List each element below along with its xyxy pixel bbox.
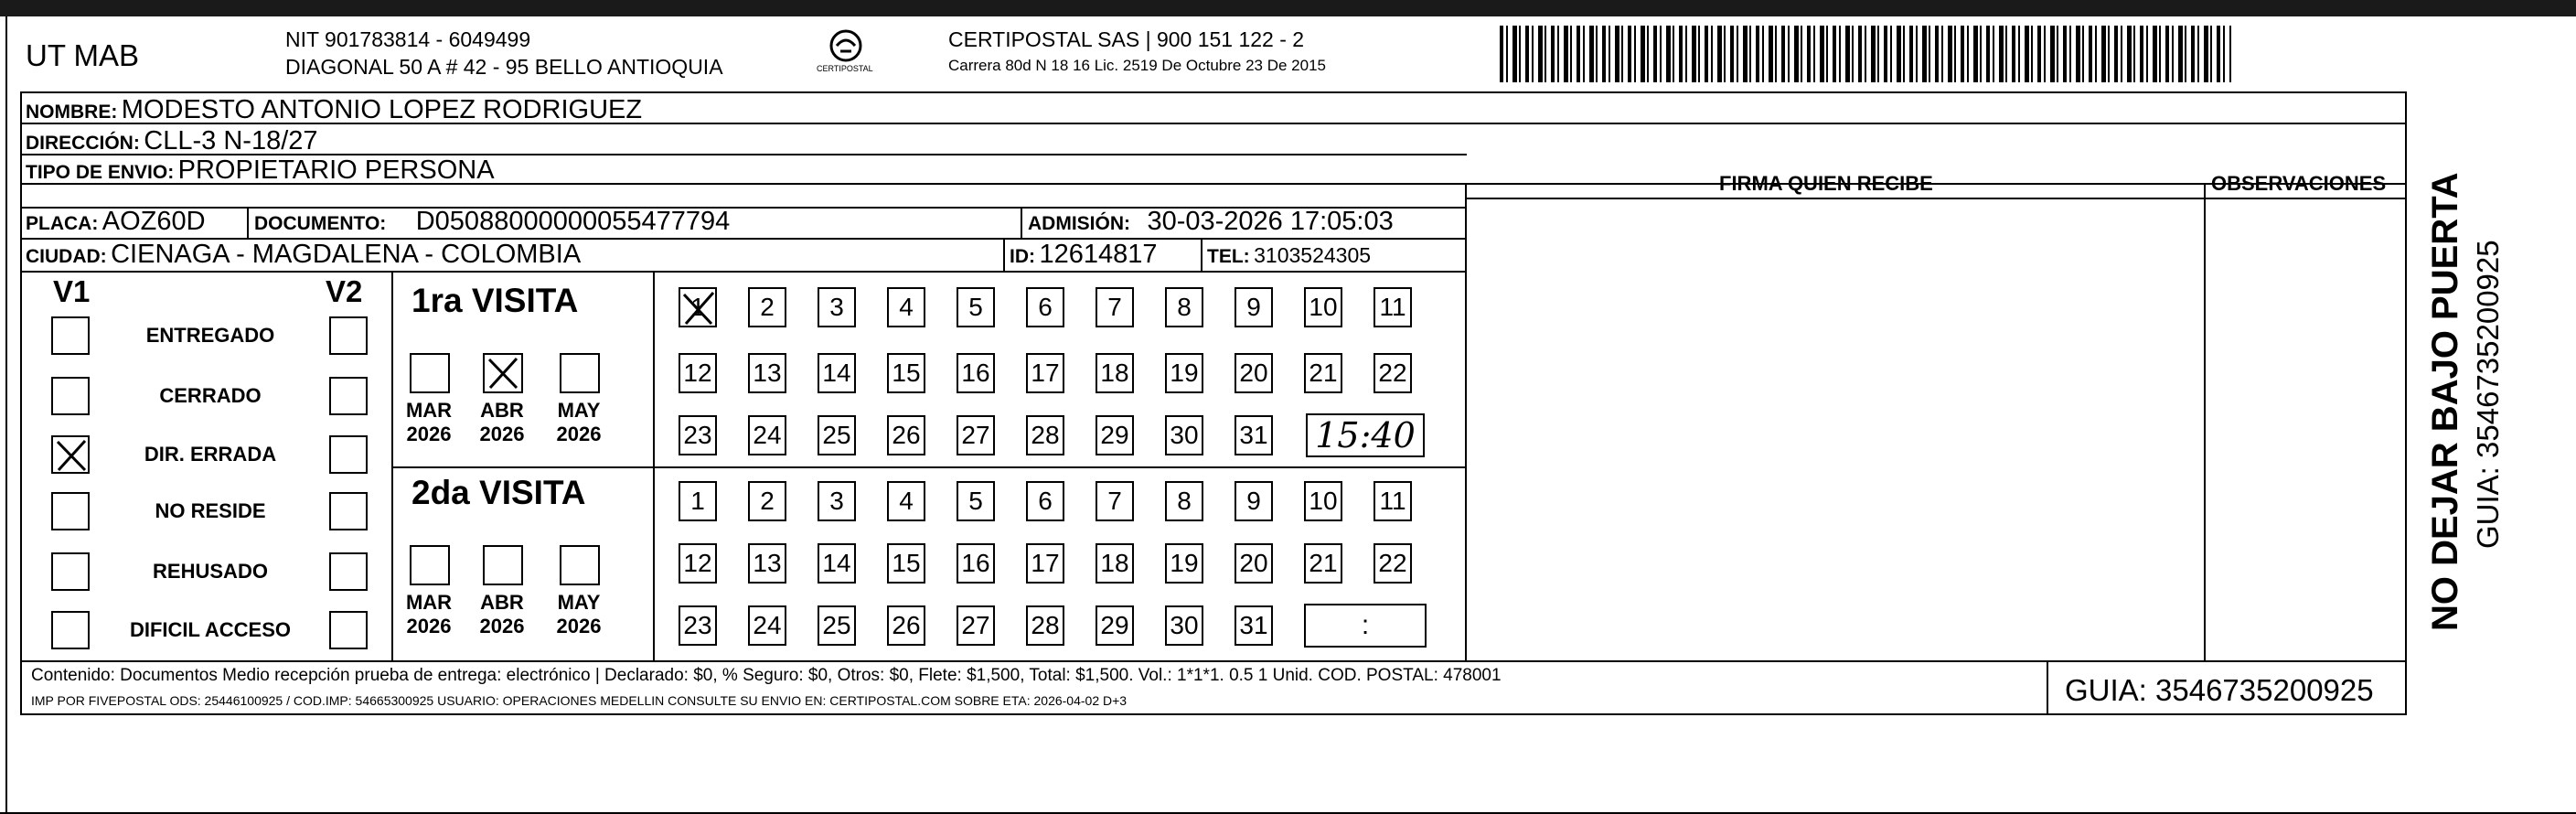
company-name: UT MAB xyxy=(26,38,140,72)
visit2-day-box[interactable]: 7 xyxy=(1096,481,1134,521)
visit1-month-checkbox[interactable] xyxy=(410,353,450,393)
visit1-day-box[interactable]: 25 xyxy=(818,415,856,455)
visit2-day-box[interactable]: 12 xyxy=(679,543,717,584)
no-dejar-bajo-puerta: NO DEJAR BAJO PUERTA xyxy=(2425,172,2465,631)
visit1-day-box[interactable]: 14 xyxy=(818,353,856,393)
footer-imp: IMP POR FIVEPOSTAL ODS: 25446100925 / COD.IMP: 54665300925 USUARIO: OPERACIONES MEDELLIN CONSULTE SU ENVIO EN: CERTIPOSTAL.COM SOBRE ETA: 2026-04-02 D+3 xyxy=(31,693,1128,708)
v2-checkbox[interactable] xyxy=(329,552,368,591)
v2-checkbox[interactable] xyxy=(329,611,368,649)
visit2-day-box[interactable]: 22 xyxy=(1374,543,1412,584)
certipostal-info: CERTIPOSTAL SAS | 900 151 122 - 2 xyxy=(948,27,1305,51)
visit2-month-label xyxy=(547,591,611,638)
observaciones-label: OBSERVACIONES xyxy=(2211,172,2387,195)
visit2-day-box[interactable]: 18 xyxy=(1096,543,1134,584)
nombre-value: MODESTO ANTONIO LOPEZ RODRIGUEZ xyxy=(121,95,643,124)
company-address: DIAGONAL 50 A # 42 - 95 BELLO ANTIOQUIA xyxy=(285,55,723,79)
visit2-day-box[interactable]: 20 xyxy=(1235,543,1273,584)
visit1-day-box[interactable]: 26 xyxy=(887,415,925,455)
visit2-day-box[interactable]: 31 xyxy=(1235,605,1273,646)
visit1-day-box[interactable]: 18 xyxy=(1096,353,1134,393)
visit1-title: 1ra VISITA xyxy=(412,282,579,319)
admision-value: 30-03-2026 17:05:03 xyxy=(1147,207,1394,236)
visit1-day-box[interactable]: 5 xyxy=(957,287,995,327)
visit2-day-box[interactable]: 5 xyxy=(957,481,995,521)
firma-label: FIRMA QUIEN RECIBE xyxy=(1719,172,1933,195)
status-label: REHUSADO xyxy=(153,560,268,583)
visit2-month-checkbox[interactable] xyxy=(410,545,450,585)
visit1-day-box[interactable]: 6 xyxy=(1026,287,1064,327)
day-number: 1 xyxy=(690,293,705,321)
id-label: ID: xyxy=(1010,246,1035,267)
id-value: 12614817 xyxy=(1039,240,1158,269)
visit1-day-box[interactable] xyxy=(679,287,717,327)
v2-checkbox[interactable] xyxy=(329,492,368,530)
visit1-month-label xyxy=(547,399,611,446)
visit2-day-box[interactable]: 27 xyxy=(957,605,995,646)
visit1-month-checkbox[interactable] xyxy=(560,353,600,393)
visit1-day-box[interactable]: 2 xyxy=(748,287,786,327)
visit2-month-name: MAY xyxy=(557,591,601,614)
visit2-title: 2da VISITA xyxy=(412,474,586,511)
status-label: CERRADO xyxy=(159,384,262,407)
visit1-month-name: ABR xyxy=(480,399,524,422)
visit2-month-checkbox[interactable] xyxy=(560,545,600,585)
visit1-day-box[interactable]: 23 xyxy=(679,415,717,455)
visit2-day-box[interactable]: 17 xyxy=(1026,543,1064,584)
visit2-day-box[interactable]: 24 xyxy=(748,605,786,646)
visit1-month-label xyxy=(397,399,461,446)
visit2-day-box[interactable]: 9 xyxy=(1235,481,1273,521)
visit1-month-checkbox[interactable] xyxy=(483,353,523,393)
visit2-time: : xyxy=(1361,610,1370,640)
v1-checkbox[interactable] xyxy=(51,377,90,415)
barcode xyxy=(1500,26,2231,82)
visit1-day-box[interactable]: 3 xyxy=(818,287,856,327)
visit2-month-name: ABR xyxy=(480,591,524,614)
status-label: NO RESIDE xyxy=(155,499,266,522)
visit2-month-label xyxy=(397,591,461,638)
tipo-label: TIPO DE ENVIO: xyxy=(26,162,175,183)
visit1-day-box[interactable]: 9 xyxy=(1235,287,1273,327)
documento-label: DOCUMENTO: xyxy=(254,213,387,234)
visit2-day-box[interactable]: 19 xyxy=(1165,543,1203,584)
visit1-day-box[interactable]: 21 xyxy=(1304,353,1342,393)
visit1-day-box[interactable]: 19 xyxy=(1165,353,1203,393)
visit2-month-label xyxy=(470,591,534,638)
nombre-label: NOMBRE: xyxy=(26,102,118,123)
v2-label: V2 xyxy=(326,274,363,308)
documento-value: D05088000000055477794 xyxy=(415,207,731,236)
visit2-month-name: MAR xyxy=(405,591,453,614)
tipo-value: PROPIETARIO PERSONA xyxy=(177,155,495,185)
visit1-day-box[interactable]: 27 xyxy=(957,415,995,455)
visit1-day-box[interactable]: 4 xyxy=(887,287,925,327)
visit2-day-box[interactable]: 21 xyxy=(1304,543,1342,584)
visit1-month-name: MAR xyxy=(405,399,453,422)
visit1-month-year: 2026 xyxy=(406,423,452,445)
visit2-day-box[interactable]: 8 xyxy=(1165,481,1203,521)
visit1-day-box[interactable]: 7 xyxy=(1096,287,1134,327)
visit1-time: 15:40 xyxy=(1315,415,1416,455)
visit1-day-box[interactable]: 16 xyxy=(957,353,995,393)
v1-checkbox[interactable] xyxy=(51,492,90,530)
visit2-day-box[interactable]: 14 xyxy=(818,543,856,584)
visit2-day-box[interactable]: 25 xyxy=(818,605,856,646)
v1-checkbox[interactable] xyxy=(51,435,90,474)
visit2-day-box[interactable]: 3 xyxy=(818,481,856,521)
top-edge-bar xyxy=(0,0,2576,16)
status-label: DIR. ERRADA xyxy=(144,443,277,466)
visit2-month-year: 2026 xyxy=(556,615,602,637)
visit1-month-label xyxy=(470,399,534,446)
visit2-month-year: 2026 xyxy=(406,615,452,637)
visit2-day-box[interactable]: 1 xyxy=(679,481,717,521)
visit1-day-box[interactable]: 15 xyxy=(887,353,925,393)
visit1-day-box[interactable]: 22 xyxy=(1374,353,1412,393)
visit2-month-year: 2026 xyxy=(479,615,525,637)
admision-label: ADMISIÓN: xyxy=(1028,213,1130,234)
certipostal-license: Carrera 80d N 18 16 Lic. 2519 De Octubre 23 De 2015 xyxy=(948,57,1326,74)
visit1-day-box[interactable]: 28 xyxy=(1026,415,1064,455)
v1-label: V1 xyxy=(53,274,91,308)
status-label: ENTREGADO xyxy=(145,324,275,347)
visit2-day-box[interactable]: 15 xyxy=(887,543,925,584)
visit2-day-box[interactable]: 16 xyxy=(957,543,995,584)
visit1-day-box[interactable]: 10 xyxy=(1304,287,1342,327)
direccion-value: CLL-3 N-18/27 xyxy=(144,126,318,155)
v1-checkbox[interactable] xyxy=(51,316,90,355)
tel-value: 3103524305 xyxy=(1254,243,1372,267)
visit2-month-checkbox[interactable] xyxy=(483,545,523,585)
v1-checkbox[interactable] xyxy=(51,552,90,591)
placa-value: AOZ60D xyxy=(102,207,206,236)
visit2-day-box[interactable]: 23 xyxy=(679,605,717,646)
ciudad-value: CIENAGA - MAGDALENA - COLOMBIA xyxy=(111,240,582,269)
visit2-day-box[interactable]: 10 xyxy=(1304,481,1342,521)
direccion-label: DIRECCIÓN: xyxy=(26,133,140,154)
status-label: DIFICIL ACCESO xyxy=(129,618,291,641)
v2-checkbox[interactable] xyxy=(329,435,368,474)
visit1-day-box[interactable]: 12 xyxy=(679,353,717,393)
visit1-time-box xyxy=(1306,413,1425,457)
footer-guia: GUIA: 3546735200925 xyxy=(2065,673,2374,707)
visit2-day-box[interactable]: 11 xyxy=(1374,481,1412,521)
certipostal-logo-icon xyxy=(818,27,873,82)
visit1-day-box[interactable]: 29 xyxy=(1096,415,1134,455)
visit1-day-box[interactable]: 13 xyxy=(748,353,786,393)
visit2-day-box[interactable]: 29 xyxy=(1096,605,1134,646)
placa-label: PLACA: xyxy=(26,213,99,234)
logo-text: CERTIPOSTAL xyxy=(817,64,873,73)
visit1-month-year: 2026 xyxy=(479,423,525,445)
visit2-day-box[interactable]: 2 xyxy=(748,481,786,521)
v1-checkbox[interactable] xyxy=(51,611,90,649)
visit1-day-box[interactable]: 11 xyxy=(1374,287,1412,327)
visit1-day-box[interactable]: 30 xyxy=(1165,415,1203,455)
visit1-day-box[interactable]: 20 xyxy=(1235,353,1273,393)
visit2-day-box[interactable]: 6 xyxy=(1026,481,1064,521)
visit1-day-box[interactable]: 31 xyxy=(1235,415,1273,455)
visit2-day-box[interactable]: 28 xyxy=(1026,605,1064,646)
visit2-day-box[interactable]: 4 xyxy=(887,481,925,521)
v2-checkbox[interactable] xyxy=(329,316,368,355)
tel-label: TEL: xyxy=(1207,246,1250,267)
visit2-day-box[interactable]: 30 xyxy=(1165,605,1203,646)
v2-checkbox[interactable] xyxy=(329,377,368,415)
visit2-time-box xyxy=(1304,604,1427,648)
visit1-month-year: 2026 xyxy=(556,423,602,445)
company-nit: NIT 901783814 - 6049499 xyxy=(285,27,531,51)
side-guia: GUIA: 3546735200925 xyxy=(2471,240,2505,549)
visit1-day-box[interactable]: 17 xyxy=(1026,353,1064,393)
visit1-month-name: MAY xyxy=(557,399,601,422)
visit2-day-box[interactable]: 26 xyxy=(887,605,925,646)
visit1-day-box[interactable]: 8 xyxy=(1165,287,1203,327)
footer-contenido: Contenido: Documentos Medio recepción prueba de entrega: electrónico | Declarado: $0, % Seguro: $0, Otros: $0, Flete: $1,500, Total: $1,500. Vol.: 1*1*1. 0.5 1 Unid. COD. POSTAL: 478001 xyxy=(31,666,1502,685)
visit2-day-box[interactable]: 13 xyxy=(748,543,786,584)
visit1-day-box[interactable]: 24 xyxy=(748,415,786,455)
ciudad-label: CIUDAD: xyxy=(26,246,107,267)
